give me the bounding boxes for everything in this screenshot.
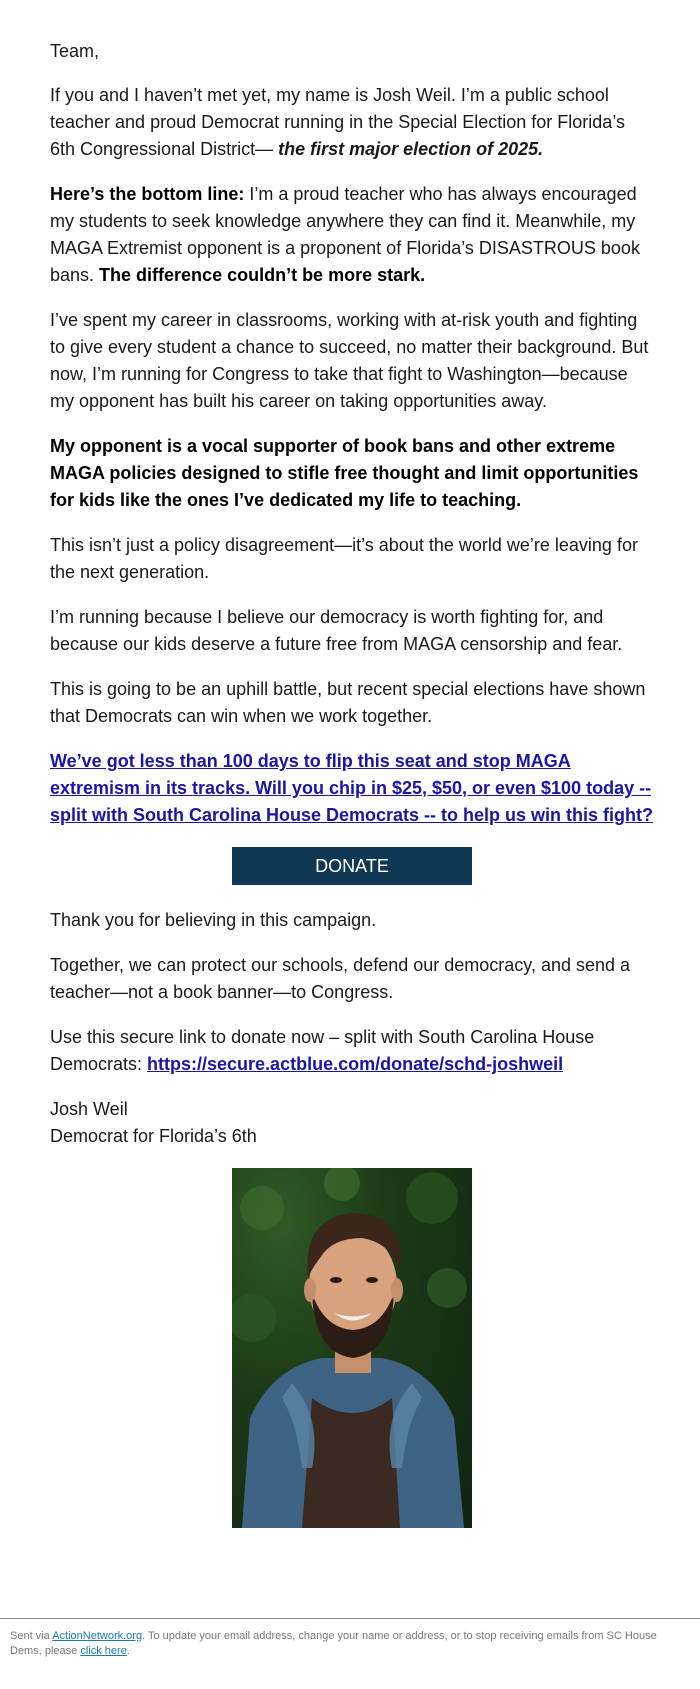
secure-link-paragraph <box>50 1024 654 1078</box>
actblue-link[interactable]: https://secure.actblue.com/donate/schd-joshweil <box>147 1054 564 1074</box>
greeting: Team, <box>50 41 100 61</box>
unsubscribe-link[interactable]: click here <box>80 1645 127 1657</box>
democracy-paragraph: I’m running because I believe our democracy is worth fighting for, and because our kids deserve a future free from MAGA censorship and fear. <box>50 607 623 654</box>
email-body <box>50 38 654 1536</box>
candidate-photo <box>232 1168 472 1528</box>
opponent-paragraph <box>50 433 654 514</box>
donate-button[interactable]: DONATE <box>232 847 472 885</box>
footer-text <box>0 1619 700 1659</box>
career-paragraph: I’ve spent my career in classrooms, working with at-risk youth and fighting to give every student a chance to succeed, no matter their background. But now, I’m running for Congress to take that fight to Washington—because my opponent has built his career on taking opportunities away. <box>50 310 649 411</box>
cta-donate-link[interactable]: We’ve got less than 100 days to flip this seat and stop MAGA extremism in its tracks. Will you chip in $25, $50, or even $100 today -- split with South Carolina House Democrats -- to help us win this fight? <box>50 751 654 825</box>
uphill-paragraph: This is going to be an uphill battle, but recent special elections have shown that Democrats can win when we work together. <box>50 679 646 726</box>
signature-title: Democrat for Florida’s 6th <box>50 1126 257 1146</box>
intro-text: If you and I haven’t met yet, my name is Josh Weil. I’m a public school teacher and proud Democrat running in the Special Election for Florida’s 6th Congressional District— <box>50 85 625 159</box>
opponent-bold-text: My opponent is a vocal supporter of book bans and other extreme MAGA policies designed to stifle free thought and limit opportunities for kids like the ones I’ve dedicated my life to teaching. <box>50 436 639 510</box>
footer <box>0 1618 700 1659</box>
signature <box>50 1096 654 1150</box>
footer-middle: . To update your email address, change your name or address, or to stop receiving emails from SC House Dems, please <box>10 1630 657 1657</box>
policy-paragraph: This isn’t just a policy disagreement—it’s about the world we’re leaving for the next generation. <box>50 535 638 582</box>
donate-button-wrap <box>50 847 654 885</box>
bottom-line-paragraph <box>50 181 654 289</box>
bottom-line-lead: Here’s the bottom line: <box>50 184 245 204</box>
footer-prefix: Sent via <box>10 1630 53 1642</box>
thanks-paragraph: Thank you for believing in this campaign. <box>50 910 377 930</box>
intro-paragraph <box>50 82 654 163</box>
actionnetwork-link[interactable]: ActionNetwork.org <box>52 1630 143 1642</box>
bottom-line-bold-end: The difference couldn’t be more stark. <box>99 265 426 285</box>
photo-wrap <box>50 1168 654 1536</box>
portrait-illustration <box>232 1168 472 1528</box>
together-paragraph: Together, we can protect our schools, defend our democracy, and send a teacher—not a book banner—to Congress. <box>50 955 631 1002</box>
secure-link-text: Use this secure link to donate now – split with South Carolina House Democrats: <box>50 1027 595 1074</box>
footer-suffix: . <box>126 1645 130 1657</box>
signature-name: Josh Weil <box>50 1099 128 1119</box>
intro-emphasis: the first major election of 2025. <box>278 139 544 159</box>
cta-paragraph <box>50 748 654 829</box>
bottom-line-text: I’m a proud teacher who has always encouraged my students to seek knowledge anywhere they can find it. Meanwhile, my MAGA Extremist opponent is a proponent of Florida’s DISASTROUS book bans. <box>50 184 640 285</box>
